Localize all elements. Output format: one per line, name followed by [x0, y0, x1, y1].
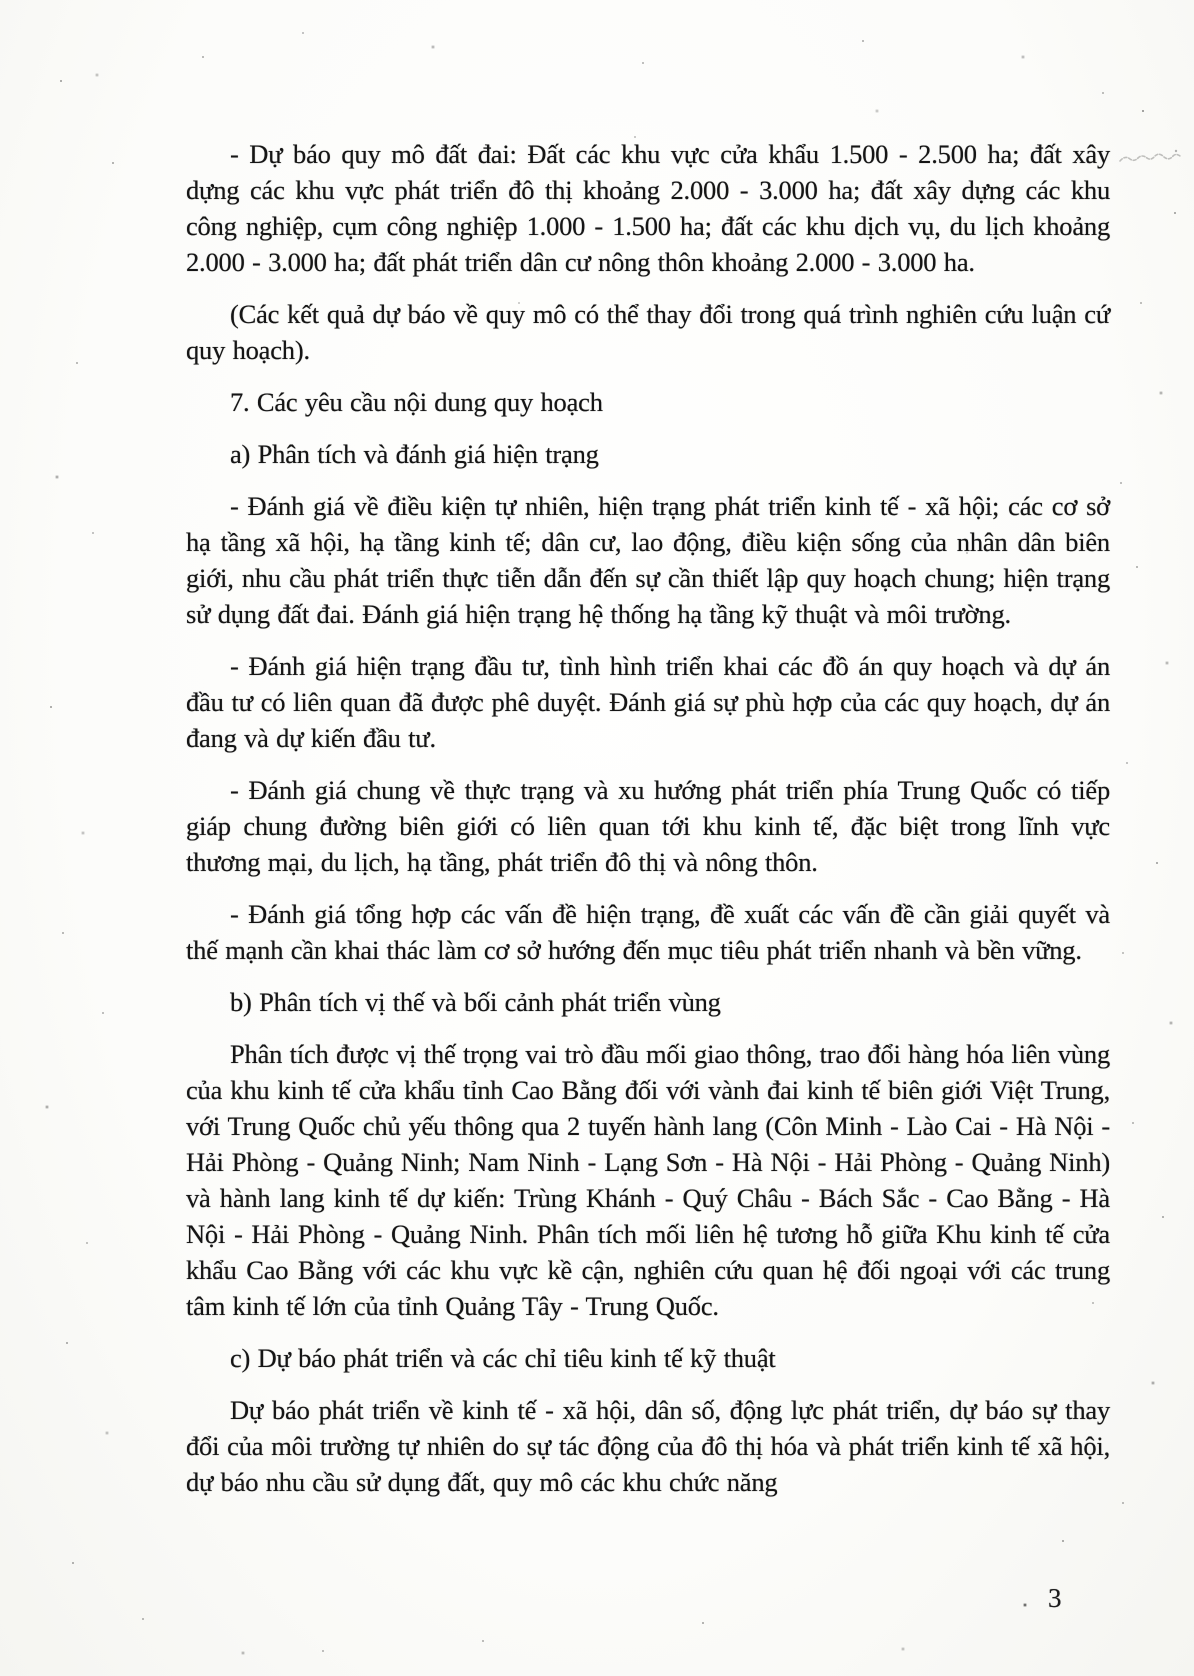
paragraph-development-forecast: Dự báo phát triển về kinh tế - xã hội, dân số, động lực phát triển, dự báo sự thay đổi của môi trường tự nhiên do sự tác động của đô thị hóa và phát triển kinh tế xã hội, dự báo nhu cầu sử dụng đất, quy mô các khu chức năng — [186, 1395, 1110, 1497]
scan-noise-specks — [0, 0, 2, 2]
document-body — [186, 136, 1110, 1516]
paragraph-forecast-note: (Các kết quả dự báo về quy mô có thể thay đổi trong quá trình nghiên cứu luận cứ quy hoạch). — [186, 299, 1110, 365]
section-heading-7: 7. Các yêu cầu nội dung quy hoạch — [230, 387, 603, 417]
subsection-heading-c: c) Dự báo phát triển và các chỉ tiêu kinh tế kỹ thuật — [230, 1343, 776, 1373]
subsection-heading-a: a) Phân tích và đánh giá hiện trạng — [230, 439, 599, 469]
subsection-heading-b: b) Phân tích vị thế và bối cảnh phát triển vùng — [230, 987, 721, 1017]
pen-smudge-mark — [1118, 148, 1182, 170]
paragraph-land-area-forecast: - Dự báo quy mô đất đai: Đất các khu vực cửa khẩu 1.500 - 2.500 ha; đất xây dựng các khu vực phát triển đô thị khoảng 2.000 - 3.000 ha; đất xây dựng các khu công nghiệp, cụm công nghiệp 1.000 - 1.500 ha; đất các khu dịch vụ, du lịch khoảng 2.000 - 3.000 ha; đất phát triển dân cư nông thôn khoảng 2.000 - 3.000 ha. — [186, 139, 1110, 277]
page-number: 3 — [1048, 1583, 1063, 1613]
paragraph-issues-summary-assessment: - Đánh giá tổng hợp các vấn đề hiện trạng, đề xuất các vấn đề cần giải quyết và thế mạnh cần khai thác làm cơ sở hướng đến mục tiêu phát triển nhanh và bền vững. — [186, 899, 1110, 965]
paragraph-china-side-assessment: - Đánh giá chung về thực trạng và xu hướng phát triển phía Trung Quốc có tiếp giáp chung đường biên giới có liên quan tới khu kinh tế, đặc biệt trong lĩnh vực thương mại, du lịch, hạ tầng, phát triển đô thị và nông thôn. — [186, 775, 1110, 877]
paragraph-investment-status-assessment: - Đánh giá hiện trạng đầu tư, tình hình triển khai các đồ án quy hoạch và dự án đầu tư có liên quan đã được phê duyệt. Đánh giá sự phù hợp của các quy hoạch, dự án đang và dự kiến đầu tư. — [186, 651, 1110, 753]
paragraph-current-status-assessment: - Đánh giá về điều kiện tự nhiên, hiện trạng phát triển kinh tế - xã hội; các cơ sở hạ tầng xã hội, hạ tầng kinh tế; dân cư, lao động, điều kiện sống của nhân dân biên giới, nhu cầu phát triển thực tiễn dẫn đến sự cần thiết lập quy hoạch chung; hiện trạng sử dụng đất đai. Đánh giá hiện trạng hệ thống hạ tầng kỹ thuật và môi trường. — [186, 491, 1110, 629]
paragraph-regional-position-analysis: Phân tích được vị thế trọng vai trò đầu mối giao thông, trao đổi hàng hóa liên vùng của khu kinh tế cửa khẩu tỉnh Cao Bằng đối với vành đai kinh tế biên giới Việt Trung, với Trung Quốc chủ yếu thông qua 2 tuyến hành lang (Côn Minh - Lào Cai - Hà Nội - Hải Phòng - Quảng Ninh; Nam Ninh - Lạng Sơn - Hà Nội - Hải Phòng - Quảng Ninh) và hành lang kinh tế dự kiến: Trùng Khánh - Quý Châu - Bách Sắc - Cao Bằng - Hà Nội - Hải Phòng - Quảng Ninh. Phân tích mối liên hệ tương hỗ giữa Khu kinh tế cửa khẩu Cao Bằng với các khu vực kề cận, nghiên cứu quan hệ đối ngoại với các trung tâm kinh tế lớn của tỉnh Quảng Tây - Trung Quốc. — [186, 1039, 1110, 1321]
